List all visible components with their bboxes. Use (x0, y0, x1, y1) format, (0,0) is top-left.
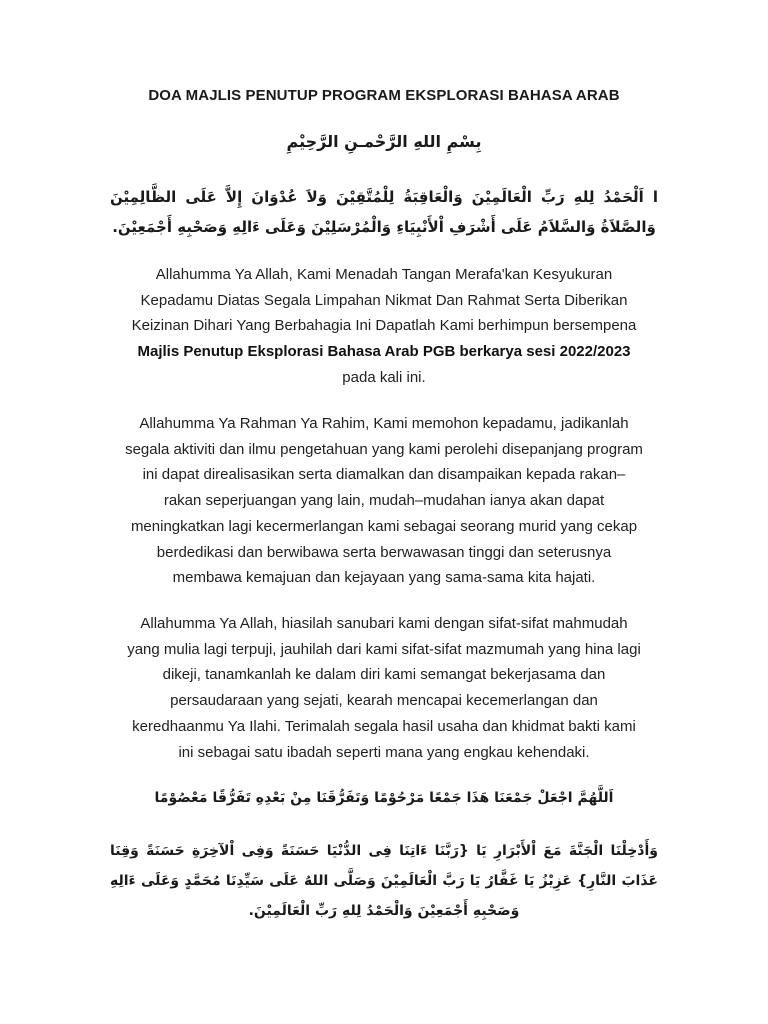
paragraph-line: berdedikasi dan berwibawa serta berwawasan tinggi dan seterusnya (156, 543, 612, 561)
paragraph-line: ini sebagai satu ibadah seperti mana yang engkau kehendaki. (178, 743, 590, 761)
document-title: DOA MAJLIS PENUTUP PROGRAM EKSPLORASI BAHASA ARAB (148, 87, 620, 104)
paragraph-gratitude (110, 262, 658, 391)
paragraph-line: dikeji, tanamkanlah ke dalam diri kami semangat bekerjasama dan (162, 666, 606, 684)
paragraph-line: persaudaraan yang sejati, kearah mencapai kecemerlangan dan (170, 692, 598, 710)
paragraph-line: Allahumma Ya Allah, hiasilah sanubari kami dengan sifat-sifat mahmudah (140, 615, 628, 632)
paragraph-request (110, 411, 658, 591)
document-page (110, 0, 658, 1024)
program-name-line: Majlis Penutup Eksplorasi Bahasa Arab PGB berkarya sesi 2022/2023 (137, 343, 631, 361)
paragraph-line: segala aktiviti dan ilmu pengetahuan yang kami perolehi disepanjang program (125, 440, 643, 458)
closing-doa-text: اَللَّهُمَّ اجْعَلْ جَمْعَنَا هَذَا جَمْعًا مَرْحُوْمًا وَتَفَرُّقَنَا مِنْ بَعْدِهِ تَفَرُّقًا مَعْصُوْمًا (154, 790, 614, 806)
paragraph-line: Kepadamu Diatas Segala Limpahan Nikmat Dan Rahmat Serta Diberikan (140, 291, 628, 309)
paragraph-line: Allahumma Ya Rahman Ya Rahim, Kami memohon kepadamu, jadikanlah (139, 415, 629, 432)
final-doa-text: وَأَدْخِلْنَا الْجَنَّةَ مَعَ اْلأَبْرَارِ يَا {رَبَّنَا ءَاتِنَا فِى الدُّنْيَا حَسَنَةً وَفِى اْلآخِرَةِ حَسَنَةً وَقِنَا عَذَابَ النَّارِ} عَزِيْزُ يَا غَفَّارُ يَا رَبَّ الْعَالَمِيْنَ وَصَلَّى اللهُ عَلَى سَيِّدِنَا مُحَمَّدٍ وَعَلَى ءَالِهِ وَصَحْبِهِ أَجْمَعِيْنَ وَالْحَمْدُ لِلهِ رَبِّ الْعَالَمِيْنَ. (110, 843, 658, 919)
opening-praise-text: ا اَلْحَمْدُ لِلهِ رَبِّ الْعَالَمِيْنَ وَالْعَاقِبَةُ لِلْمُتَّقِيْنَ وَلاَ عُدْوَانَ إِلاَّ عَلَى الظَّالِمِيْنَ وَالصَّلاَةُ وَالسَّلاَمُ عَلَى أَشْرَفِ اْلأَنْبِيَاءِ وَالْمُرْسَلِيْنَ وَعَلَى ءَالِهِ وَصَحْبِهِ أَجْمَعِيْنَ. (110, 188, 658, 236)
paragraph-line: meningkatkan lagi kecermerlangan kami sebagai seorang murid yang cekap (130, 517, 638, 535)
paragraph-line: pada kali ini. (342, 368, 426, 386)
paragraph-line: Keizinan Dihari Yang Berbahagia Ini Dapatlah Kami berhimpun bersempena (131, 317, 637, 335)
paragraph-line: yang mulia lagi terpuji, jauhilah dari kami sifat-sifat mazmumah yang hina lagi (127, 640, 641, 658)
paragraph-line: rakan seperjuangan yang lain, mudah–mudahan ianya akan dapat (163, 492, 605, 510)
paragraph-adornment (110, 611, 658, 765)
bismillah-text: بِسْمِ اللهِ الرَّحْمـنِ الرَّحِيْمِ (286, 132, 482, 151)
paragraph-line: Allahumma Ya Allah, Kami Menadah Tangan Merafa'kan Kesyukuran (155, 266, 613, 283)
paragraph-line: keredhaanmu Ya Ilahi. Terimalah segala hasil usaha dan khidmat bakti kami (132, 717, 636, 735)
paragraph-line: ini dapat direalisasikan serta diamalkan dan disampaikan kepada rakan– (142, 466, 626, 484)
paragraph-line: membawa kemajuan dan kejayaan yang sama-sama kita hajati. (172, 569, 596, 587)
